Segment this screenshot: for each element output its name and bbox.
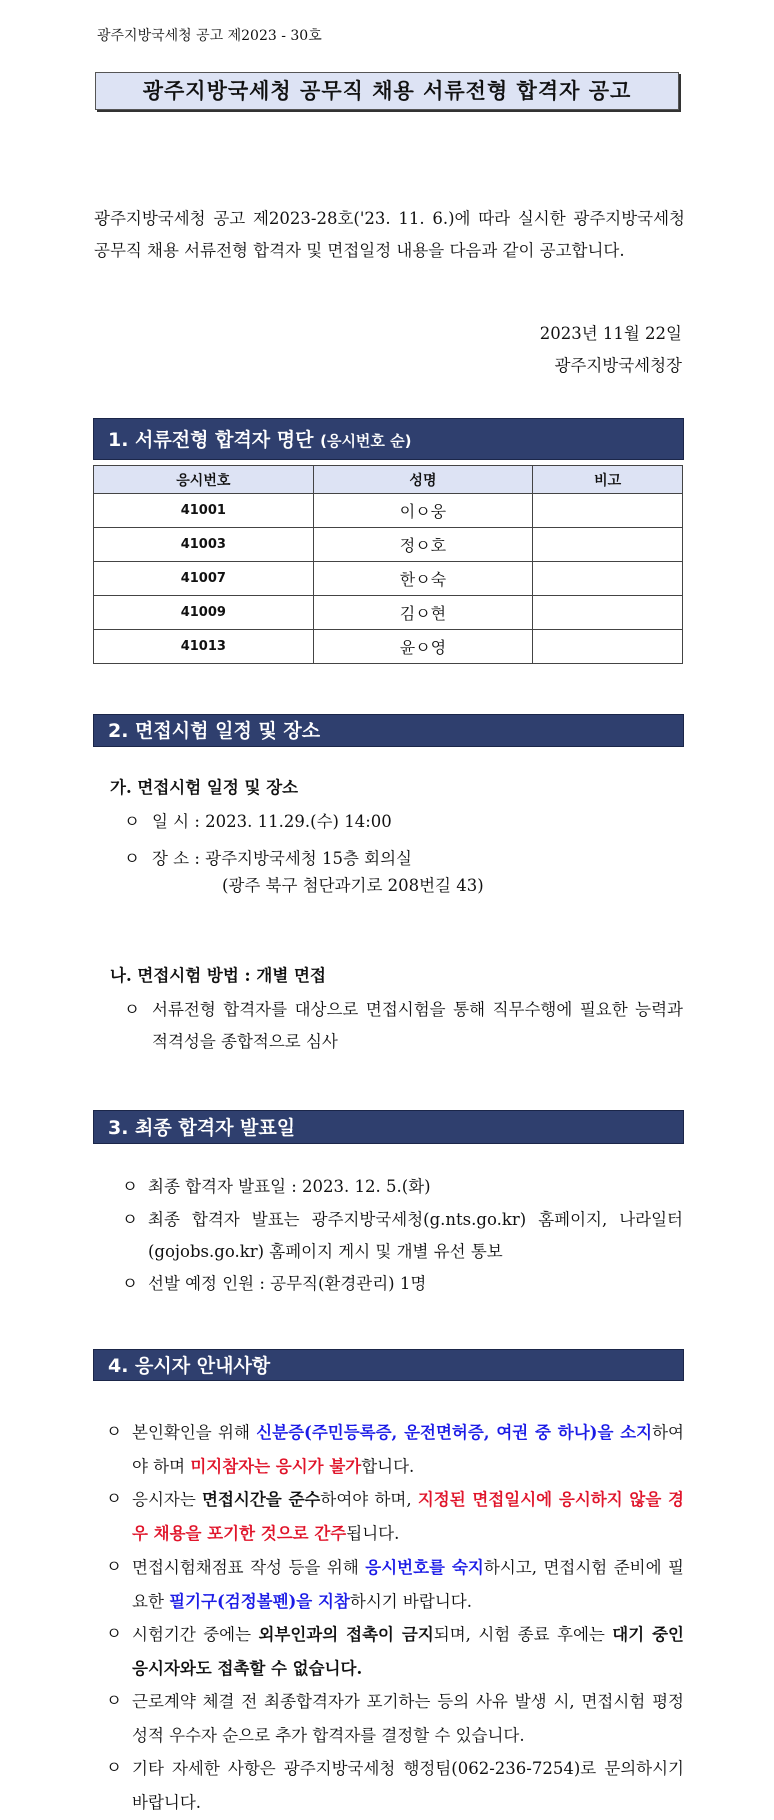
applicant-name: 정ㅇ호 [313,528,533,562]
section-3-title: 3. 최종 합격자 발표일 [108,1117,296,1139]
applicant-number: 41009 [94,596,314,630]
applicant-number: 41003 [94,528,314,562]
bullet-icon: ㅇ [106,1691,122,1710]
section-1-header [93,418,684,460]
table-header-row [94,466,683,494]
selection-count: 선발 예정 인원 : 공무직(환경관리) 1명 [148,1274,427,1293]
interview-address: (광주 북구 첨단과기로 208번길 43) [222,876,484,895]
bullet-icon: ㅇ [122,1210,138,1229]
applicant-name: 이ㅇ웅 [313,494,533,528]
announcement-signer: 광주지방국세청장 [554,356,682,375]
applicant-name: 김ㅇ현 [313,596,533,630]
document-number: 광주지방국세청 공고 제2023 - 30호 [97,28,322,44]
final-announce-method: 최종 합격자 발표는 광주지방국세청(g.nts.go.kr) 홈페이지, 나라일터(gojobs.go.kr) 홈페이지 게시 및 개별 유선 통보 [148,1210,683,1261]
column-header: 비고 [533,466,683,494]
notice-item-inquiry: 기타 자세한 사항은 광주지방국세청 행정팀(062-236-7254)로 문의하시기 바랍니다. [132,1759,684,1812]
section-4-title: 4. 응시자 안내사항 [108,1355,271,1377]
notice-item-contact: 시험기간 중에는 외부인과의 접촉이 금지되며, 시험 종료 후에는 대기 중인 응시자와도 접촉할 수 없습니다. [132,1625,684,1678]
notice-item-materials: 면접시험채점표 작성 등을 위해 응시번호를 숙지하시고, 면접시험 준비에 필요한 필기구(검정볼펜)을 지참하시기 바랍니다. [132,1558,684,1611]
applicant-note [533,562,683,596]
subsection-b-heading: 나. 면접시험 방법 : 개별 면접 [110,966,326,985]
applicant-name: 한ㅇ숙 [313,562,533,596]
candidate-table [93,465,683,664]
applicant-name: 윤ㅇ영 [313,630,533,664]
bullet-icon: ㅇ [106,1489,122,1508]
notice-item-additional: 근로계약 체결 전 최종합격자가 포기하는 등의 사유 발생 시, 면접시험 평정 성적 우수자 순으로 추가 합격자를 결정할 수 있습니다. [132,1692,684,1745]
subsection-a-heading: 가. 면접시험 일정 및 장소 [110,778,299,797]
notice-item-time: 응시자는 면접시간을 준수하여야 하며, 지정된 면접일시에 응시하지 않을 경우 채용을 포기한 것으로 간주됩니다. [132,1490,684,1543]
interview-date: 일 시 : 2023. 11.29.(수) 14:00 [152,812,392,831]
section-3-header [93,1110,684,1144]
bullet-icon: ㅇ [106,1624,122,1643]
bullet-icon: ㅇ [122,1177,138,1196]
interview-place: 장 소 : 광주지방국세청 15층 회의실 [152,849,412,868]
bullet-icon: ㅇ [124,1000,140,1019]
intro-paragraph: 광주지방국세청 공고 제2023-28호('23. 11. 6.)에 따라 실시한 광주지방국세청 공무직 채용 서류전형 합격자 및 면접일정 내용을 다음과 같이 공고합니다. [94,209,685,260]
bullet-icon: ㅇ [106,1758,122,1777]
interview-method-text: 서류전형 합격자를 대상으로 면접시험을 통해 직무수행에 필요한 능력과 적격성을 종합적으로 심사 [152,1000,683,1051]
section-1-subtitle: (응시번호 순) [320,432,412,450]
table-row [94,562,683,596]
bullet-icon: ㅇ [124,849,140,868]
table-row [94,494,683,528]
applicant-number: 41013 [94,630,314,664]
table-row [94,630,683,664]
table-row [94,528,683,562]
section-2-header [93,714,684,747]
final-announce-date: 최종 합격자 발표일 : 2023. 12. 5.(화) [148,1177,431,1196]
bullet-icon: ㅇ [106,1557,122,1576]
announcement-date: 2023년 11월 22일 [539,324,682,343]
applicant-note [533,528,683,562]
applicant-number: 41001 [94,494,314,528]
applicant-note [533,630,683,664]
bullet-icon: ㅇ [124,812,140,831]
applicant-number: 41007 [94,562,314,596]
notice-item-id-check: 본인확인을 위해 신분증(주민등록증, 운전면허증, 여권 중 하나)을 소지하여야 하며 미지참자는 응시가 불가합니다. [132,1423,684,1476]
applicant-note [533,494,683,528]
section-1-title: 1. 서류전형 합격자 명단 [108,429,314,451]
column-header: 응시번호 [94,466,314,494]
section-4-header [93,1349,684,1381]
column-header: 성명 [313,466,533,494]
section-2-title: 2. 면접시험 일정 및 장소 [108,720,321,742]
bullet-icon: ㅇ [122,1274,138,1293]
page-title: 광주지방국세청 공무직 채용 서류전형 합격자 공고 [95,72,679,110]
table-row [94,596,683,630]
applicant-note [533,596,683,630]
bullet-icon: ㅇ [106,1422,122,1441]
